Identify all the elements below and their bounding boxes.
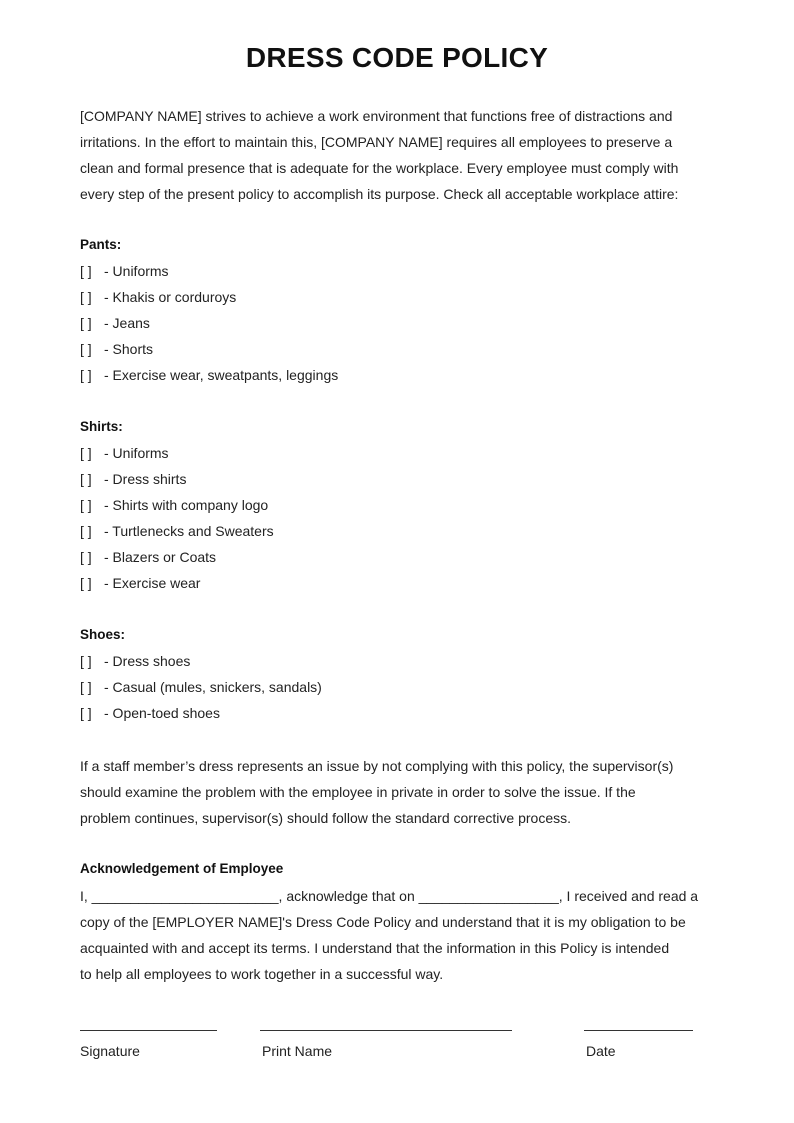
pants-item-uniforms[interactable]: [80, 263, 169, 279]
page-title: DRESS CODE POLICY: [245, 42, 549, 73]
acknowledgement-line: I, ________________________, acknowledge that on __________________, I received and read a: [80, 888, 699, 904]
checkbox[interactable]: [ ]: [80, 705, 92, 721]
intro-paragraph: [80, 103, 720, 207]
checkbox[interactable]: [ ]: [80, 289, 92, 305]
shirts-item-uniforms[interactable]: [80, 445, 169, 461]
item-label: - Turtlenecks and Sweaters: [104, 523, 274, 539]
checkbox[interactable]: [ ]: [80, 523, 92, 539]
checkbox[interactable]: [ ]: [80, 575, 92, 591]
date-label: Date: [586, 1043, 616, 1059]
item-label: - Open-toed shoes: [104, 705, 220, 721]
shoes-item-open-toed[interactable]: [80, 705, 220, 721]
item-label: - Shorts: [104, 341, 154, 357]
item-label: - Exercise wear: [104, 575, 201, 591]
item-label: - Dress shoes: [104, 653, 191, 669]
item-label: - Dress shirts: [104, 471, 187, 487]
checkbox[interactable]: [ ]: [80, 341, 92, 357]
supervisor-line: problem continues, supervisor(s) should follow the standard corrective process.: [80, 810, 572, 826]
intro-line: clean and formal presence that is adequate for the workplace. Every employee must comply with: [80, 160, 679, 176]
supervisor-line: should examine the problem with the employee in private in order to solve the issue. If the: [80, 784, 636, 800]
pants-item-khakis[interactable]: [80, 289, 236, 305]
item-label: - Exercise wear, sweatpants, leggings: [104, 367, 339, 383]
signature-line[interactable]: [80, 1030, 217, 1031]
acknowledgement-line: copy of the [EMPLOYER NAME]'s Dress Code Policy and understand that it is my obligation to be: [80, 914, 686, 930]
print-name-line[interactable]: [260, 1030, 512, 1031]
checkbox[interactable]: [ ]: [80, 471, 92, 487]
intro-line: every step of the present policy to accomplish its purpose. Check all acceptable workplace attire:: [80, 186, 679, 202]
pants-item-exercise[interactable]: [80, 367, 338, 383]
shirts-item-turtlenecks[interactable]: [80, 523, 274, 539]
checkbox[interactable]: [ ]: [80, 367, 92, 383]
pants-heading: Pants:: [80, 237, 122, 252]
pants-item-shorts[interactable]: [80, 341, 153, 357]
checkbox[interactable]: [ ]: [80, 679, 92, 695]
item-label: - Casual (mules, snickers, sandals): [104, 679, 322, 695]
item-label: - Uniforms: [104, 263, 169, 279]
shirts-heading: Shirts:: [80, 419, 123, 434]
item-label: - Uniforms: [104, 445, 169, 461]
item-label: - Jeans: [104, 315, 150, 331]
supervisor-paragraph: [80, 753, 720, 831]
supervisor-line: If a staff member’s dress represents an issue by not complying with this policy, the supervisor(s): [80, 758, 674, 774]
shoes-item-casual[interactable]: [80, 679, 322, 695]
checkbox[interactable]: [ ]: [80, 497, 92, 513]
shirts-item-dress-shirts[interactable]: [80, 471, 186, 487]
intro-line: irritations. In the effort to maintain this, [COMPANY NAME] requires all employees to preserve a: [80, 134, 673, 150]
checkbox[interactable]: [ ]: [80, 263, 92, 279]
acknowledgement-line: acquainted with and accept its terms. I understand that the information in this Policy is intended: [80, 940, 670, 956]
acknowledgement-heading: Acknowledgement of Employee: [80, 861, 284, 876]
signature-label: Signature: [80, 1043, 140, 1059]
checkbox[interactable]: [ ]: [80, 445, 92, 461]
date-line[interactable]: [584, 1030, 693, 1031]
shirts-item-exercise[interactable]: [80, 575, 200, 591]
checkbox[interactable]: [ ]: [80, 549, 92, 565]
shirts-item-logo[interactable]: [80, 497, 268, 513]
acknowledgement-paragraph: [80, 883, 720, 987]
pants-item-jeans[interactable]: [80, 315, 150, 331]
shirts-item-blazers[interactable]: [80, 549, 216, 565]
item-label: - Khakis or corduroys: [104, 289, 237, 305]
acknowledgement-line: to help all employees to work together in a successful way.: [80, 966, 444, 982]
shoes-item-dress[interactable]: [80, 653, 190, 669]
item-label: - Shirts with company logo: [104, 497, 269, 513]
checkbox[interactable]: [ ]: [80, 315, 92, 331]
item-label: - Blazers or Coats: [104, 549, 217, 565]
shoes-heading: Shoes:: [80, 627, 126, 642]
checkbox[interactable]: [ ]: [80, 653, 92, 669]
intro-line: [COMPANY NAME] strives to achieve a work environment that functions free of distractions and: [80, 108, 673, 124]
print-name-label: Print Name: [262, 1043, 333, 1059]
